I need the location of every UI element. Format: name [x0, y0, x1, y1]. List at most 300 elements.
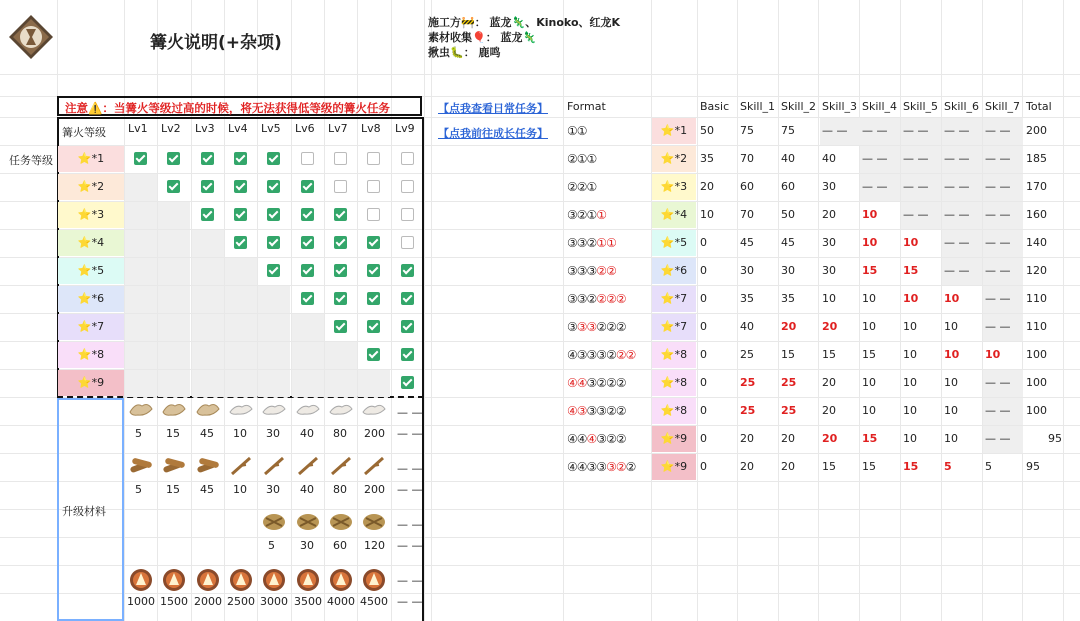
column-header-basic: Basic [700, 100, 730, 113]
star-icon: ⭐ [77, 348, 92, 361]
task-level-label: *8 [674, 404, 688, 417]
star-icon: ⭐ [77, 152, 92, 165]
checkbox-checked[interactable] [301, 208, 314, 221]
checkbox-checked[interactable] [401, 376, 414, 389]
skill-value: 10 [944, 376, 958, 389]
material-amount: 15 [166, 427, 180, 440]
material-amount: 1000 [127, 595, 155, 608]
skill-value: 40 [740, 320, 754, 333]
hay-icon [328, 512, 354, 536]
skill-value: 15 [903, 264, 919, 277]
column-header-skill_4: Skill_4 [862, 100, 898, 113]
task-level-cell [652, 370, 696, 396]
material-amount: 80 [333, 483, 347, 496]
skill-value: 40 [781, 152, 795, 165]
skill-value: 20 [822, 320, 838, 333]
checkbox-checked[interactable] [401, 264, 414, 277]
checkbox-unchecked[interactable] [334, 152, 347, 165]
level-header-7: Lv7 [328, 122, 348, 135]
empty-cell [192, 314, 224, 341]
skill-value: 20 [822, 208, 836, 221]
checkbox-unchecked[interactable] [301, 152, 314, 165]
skill-value: 10 [862, 320, 876, 333]
checkbox-checked[interactable] [367, 320, 380, 333]
skill-value: — — [862, 124, 888, 137]
material-dash: — — [397, 406, 423, 419]
material-amount: 4000 [327, 595, 355, 608]
task-level-label: *4 [674, 208, 688, 221]
task-level-4 [58, 230, 124, 256]
wood-icon [228, 456, 254, 480]
skill-value: 30 [740, 264, 754, 277]
checkbox-checked[interactable] [201, 152, 214, 165]
checkbox-checked[interactable] [267, 236, 280, 249]
star-icon: ⭐ [77, 264, 92, 277]
skill-value: 30 [822, 236, 836, 249]
skill-value: 45 [781, 236, 795, 249]
material-dash: — — [397, 483, 423, 496]
cloth-icon [228, 400, 254, 424]
ember-icon [361, 568, 387, 592]
checkbox-checked[interactable] [401, 348, 414, 361]
empty-cell [192, 230, 224, 257]
total-value: 185 [1026, 152, 1047, 165]
checkbox-unchecked[interactable] [401, 236, 414, 249]
checkbox-unchecked[interactable] [334, 180, 347, 193]
skill-value: 30 [822, 180, 836, 193]
empty-cell [125, 342, 157, 369]
task-level-1 [58, 146, 124, 172]
checkbox-checked[interactable] [234, 180, 247, 193]
checkbox-checked[interactable] [401, 292, 414, 305]
skill-value: 25 [740, 376, 756, 389]
star-icon: ⭐ [77, 208, 92, 221]
task-level-cell [652, 454, 696, 480]
checkbox-checked[interactable] [167, 180, 180, 193]
grid-line [1063, 0, 1064, 621]
skill-value: 20 [822, 404, 836, 417]
checkbox-checked[interactable] [134, 152, 147, 165]
skill-value: — — [985, 320, 1011, 333]
checkbox-checked[interactable] [367, 348, 380, 361]
task-level-2 [58, 174, 124, 200]
wood-icon [261, 456, 287, 480]
grid-line [424, 0, 425, 621]
total-value: 140 [1026, 236, 1047, 249]
star-icon: ⭐ [660, 124, 675, 137]
skill-value: 10 [903, 404, 917, 417]
row-header-label: 任务等级 [9, 154, 53, 167]
star-icon: ⭐ [660, 376, 675, 389]
empty-cell [192, 370, 224, 397]
notice-banner: 注意⚠️：当篝火等级过高的时候，将无法获得低等级的篝火任务 [57, 96, 422, 116]
level-header-5: Lv5 [261, 122, 281, 135]
empty-cell [225, 286, 257, 313]
material-dash: — — [397, 427, 423, 440]
skill-value: 0 [700, 376, 707, 389]
skill-value: 10 [862, 404, 876, 417]
skill-value: — — [985, 404, 1011, 417]
skill-value: 15 [781, 348, 795, 361]
column-header-skill_5: Skill_5 [903, 100, 939, 113]
checkbox-checked[interactable] [301, 180, 314, 193]
skill-value: — — [985, 152, 1011, 165]
material-amount: 80 [333, 427, 347, 440]
checkbox-checked[interactable] [267, 180, 280, 193]
grid-line [859, 0, 860, 621]
format-code: ③③②①① [567, 236, 616, 250]
checkbox-unchecked[interactable] [367, 180, 380, 193]
skill-value: 30 [781, 264, 795, 277]
column-header-skill_1: Skill_1 [740, 100, 776, 113]
star-icon: ⭐ [660, 208, 675, 221]
checkbox-checked[interactable] [167, 152, 180, 165]
skill-value: 10 [944, 432, 958, 445]
skill-value: — — [862, 152, 888, 165]
task-level-cell [652, 286, 696, 312]
task-level-label: *7 [674, 292, 688, 305]
skill-value: 10 [944, 348, 960, 361]
skill-value: 70 [740, 208, 754, 221]
skill-value: 15 [822, 460, 836, 473]
skill-value: 20 [700, 180, 714, 193]
skill-value: 10 [903, 432, 917, 445]
task-level-label: *3 [91, 208, 105, 221]
skill-value: 0 [700, 320, 707, 333]
skill-value: 50 [781, 208, 795, 221]
checkbox-checked[interactable] [334, 208, 347, 221]
empty-cell [125, 230, 157, 257]
hay-icon [261, 512, 287, 536]
checkbox-unchecked[interactable] [401, 208, 414, 221]
material-amount: 30 [266, 483, 280, 496]
empty-cell [158, 370, 190, 397]
skill-value: 25 [781, 404, 797, 417]
skill-value: 20 [781, 320, 797, 333]
task-level-label: *8 [674, 348, 688, 361]
skill-value: 25 [781, 376, 797, 389]
star-icon: ⭐ [77, 376, 92, 389]
empty-cell [225, 314, 257, 341]
skill-value: 35 [700, 152, 714, 165]
format-code: ③③③②② [567, 264, 616, 278]
ember-icon [295, 568, 321, 592]
empty-cell [158, 258, 190, 285]
task-level-label: *6 [674, 264, 688, 277]
empty-cell [158, 202, 190, 229]
star-icon: ⭐ [660, 404, 675, 417]
wood-icon [295, 456, 321, 480]
skill-value: 0 [700, 460, 707, 473]
skill-value: 10 [985, 348, 1001, 361]
format-code: ②②① [567, 180, 597, 194]
checkbox-checked[interactable] [401, 320, 414, 333]
checkbox-unchecked[interactable] [401, 152, 414, 165]
format-code: ④④④③②② [567, 432, 626, 446]
checkbox-checked[interactable] [267, 152, 280, 165]
empty-cell [158, 342, 190, 369]
format-code: ③②①① [567, 208, 607, 222]
skill-value: — — [985, 292, 1011, 305]
empty-cell [258, 342, 290, 369]
task-level-9 [58, 370, 124, 396]
skill-value: — — [903, 208, 929, 221]
skill-value: 0 [700, 432, 707, 445]
star-icon: ⭐ [660, 152, 675, 165]
wood-icon [195, 456, 221, 480]
material-amount: 200 [364, 427, 385, 440]
material-amount: 45 [200, 427, 214, 440]
page-title: 篝火说明(+杂项) [150, 33, 282, 53]
checkbox-checked[interactable] [201, 208, 214, 221]
skill-value: 50 [700, 124, 714, 137]
task-level-cell [652, 146, 696, 172]
materials-label: 升级材料 [62, 505, 106, 518]
checkbox-checked[interactable] [301, 292, 314, 305]
material-dash: — — [397, 539, 423, 552]
empty-cell [125, 370, 157, 397]
empty-cell [258, 286, 290, 313]
material-amount: 5 [135, 427, 142, 440]
star-icon: ⭐ [660, 320, 675, 333]
skill-value: 15 [903, 460, 919, 473]
skill-value: 30 [822, 264, 836, 277]
star-icon: ⭐ [660, 292, 675, 305]
format-code: ④③③③②②② [567, 348, 636, 362]
empty-cell [325, 342, 357, 369]
skill-value: — — [944, 236, 970, 249]
wood-icon [128, 456, 154, 480]
checkbox-checked[interactable] [334, 320, 347, 333]
empty-cell [292, 370, 324, 397]
skill-value: 10 [944, 404, 958, 417]
skill-value: — — [944, 180, 970, 193]
skill-value: — — [944, 124, 970, 137]
column-header-skill_3: Skill_3 [822, 100, 858, 113]
checkbox-checked[interactable] [234, 236, 247, 249]
grid-line [900, 0, 901, 621]
checkbox-checked[interactable] [267, 208, 280, 221]
daily-tasks-link[interactable]: 【点我查看日常任务】 [438, 102, 548, 115]
checkbox-checked[interactable] [267, 264, 280, 277]
skill-value: — — [985, 376, 1011, 389]
star-icon: ⭐ [660, 236, 675, 249]
skill-value: 5 [944, 460, 952, 473]
cloth-icon [195, 400, 221, 424]
material-dash: — — [397, 462, 423, 475]
total-value: 200 [1026, 124, 1047, 137]
skill-value: 15 [822, 348, 836, 361]
checkbox-checked[interactable] [301, 236, 314, 249]
task-level-label: *1 [674, 124, 688, 137]
total-value: 100 [1026, 404, 1047, 417]
ember-icon [328, 568, 354, 592]
checkbox-checked[interactable] [234, 208, 247, 221]
skill-value: — — [985, 264, 1011, 277]
cloth-icon [161, 400, 187, 424]
column-header-skill_7: Skill_7 [985, 100, 1021, 113]
task-level-label: *2 [674, 152, 688, 165]
skill-value: 40 [822, 152, 836, 165]
level-header-2: Lv2 [161, 122, 181, 135]
checkbox-checked[interactable] [301, 264, 314, 277]
empty-cell [358, 370, 390, 397]
task-level-label: *6 [91, 292, 105, 305]
skill-value: — — [944, 264, 970, 277]
task-level-label: *3 [674, 180, 688, 193]
checkbox-unchecked[interactable] [367, 208, 380, 221]
task-level-cell [652, 118, 696, 144]
total-value: 95 [1026, 460, 1040, 473]
skill-value: 10 [903, 320, 917, 333]
format-code: ③③②②②② [567, 292, 626, 306]
skill-value: 0 [700, 264, 707, 277]
ember-icon [228, 568, 254, 592]
wood-icon [361, 456, 387, 480]
task-level-cell [652, 398, 696, 424]
level-header-4: Lv4 [228, 122, 248, 135]
checkbox-checked[interactable] [367, 292, 380, 305]
hay-icon [295, 512, 321, 536]
grid-line [431, 0, 432, 621]
skill-value: 20 [822, 432, 838, 445]
skill-value: 10 [862, 376, 876, 389]
skill-value: 60 [740, 180, 754, 193]
level-header-6: Lv6 [295, 122, 315, 135]
skill-value: 20 [740, 432, 754, 445]
level-header-9: Lv9 [395, 122, 415, 135]
format-code: ③③③②②② [567, 320, 626, 334]
material-amount: 1500 [160, 595, 188, 608]
skill-value: 10 [822, 292, 836, 305]
skill-value: 20 [781, 432, 795, 445]
task-level-label: *8 [91, 348, 105, 361]
skill-value: 10 [862, 236, 878, 249]
checkbox-unchecked[interactable] [367, 152, 380, 165]
empty-cell [225, 370, 257, 397]
grid-line [563, 0, 564, 621]
credits [428, 15, 620, 60]
material-amount: 60 [333, 539, 347, 552]
checkbox-checked[interactable] [334, 264, 347, 277]
material-amount: 40 [300, 483, 314, 496]
material-amount: 5 [268, 539, 275, 552]
task-level-label: *7 [674, 320, 688, 333]
empty-cell [125, 286, 157, 313]
total-value: 95 [1048, 432, 1062, 445]
checkbox-checked[interactable] [367, 264, 380, 277]
skill-value: 75 [781, 124, 795, 137]
skill-value: — — [903, 152, 929, 165]
grid-line [0, 74, 1080, 75]
empty-cell [225, 258, 257, 285]
skill-value: 10 [903, 348, 917, 361]
task-level-label: *2 [91, 180, 105, 193]
column-header-skill_6: Skill_6 [944, 100, 980, 113]
material-amount: 2500 [227, 595, 255, 608]
material-amount: 10 [233, 427, 247, 440]
skill-value: 15 [862, 460, 876, 473]
skill-value: 20 [740, 460, 754, 473]
task-level-label: *9 [91, 376, 105, 389]
format-code: ④③③③②② [567, 404, 626, 418]
material-amount: 120 [364, 539, 385, 552]
empty-cell [125, 314, 157, 341]
material-amount: 15 [166, 483, 180, 496]
task-level-label: *5 [91, 264, 105, 277]
total-value: 100 [1026, 376, 1047, 389]
skill-value: 10 [903, 236, 919, 249]
empty-cell [192, 342, 224, 369]
empty-cell [125, 202, 157, 229]
level-header-8: Lv8 [361, 122, 381, 135]
task-level-cell [652, 258, 696, 284]
task-level-label: *5 [674, 236, 688, 249]
task-level-5 [58, 258, 124, 284]
task-level-label: *9 [674, 432, 688, 445]
task-level-6 [58, 286, 124, 312]
credit-materials: 素材收集🎈： 蓝龙🦎 [428, 31, 537, 44]
format-code: ④④③②②② [567, 376, 626, 390]
level-header-1: Lv1 [128, 122, 148, 135]
format-code: ②①① [567, 152, 597, 166]
task-level-cell [652, 174, 696, 200]
empty-cell [158, 314, 190, 341]
empty-cell [192, 286, 224, 313]
wood-icon [328, 456, 354, 480]
star-icon: ⭐ [660, 432, 675, 445]
skill-value: 0 [700, 348, 707, 361]
credit-builder: 施工方🚧： 蓝龙🦎、Kinoko、红龙K [428, 16, 621, 29]
task-level-label: *8 [674, 376, 688, 389]
checkbox-checked[interactable] [234, 152, 247, 165]
ember-icon [195, 568, 221, 592]
task-level-cell [652, 230, 696, 256]
cloth-icon [328, 400, 354, 424]
material-amount: 2000 [194, 595, 222, 608]
skill-value: — — [862, 180, 888, 193]
format-code: ①① [567, 124, 587, 138]
total-value: 120 [1026, 264, 1047, 277]
wood-icon [161, 456, 187, 480]
empty-cell [292, 342, 324, 369]
skill-value: 70 [740, 152, 754, 165]
skill-value: 10 [862, 208, 878, 221]
material-amount: 5 [135, 483, 142, 496]
checkbox-checked[interactable] [201, 180, 214, 193]
checkbox-unchecked[interactable] [401, 180, 414, 193]
skill-value: 15 [862, 432, 878, 445]
grid-line [941, 0, 942, 621]
material-amount: 45 [200, 483, 214, 496]
skill-value: — — [985, 208, 1011, 221]
empty-cell [292, 314, 324, 341]
checkbox-checked[interactable] [334, 292, 347, 305]
growth-tasks-link[interactable]: 【点我前往成长任务】 [438, 127, 548, 140]
star-icon: ⭐ [660, 264, 675, 277]
skill-value: — — [822, 124, 848, 137]
empty-cell [158, 286, 190, 313]
checkbox-checked[interactable] [334, 236, 347, 249]
column-header-skill_2: Skill_2 [781, 100, 817, 113]
cloth-icon [261, 400, 287, 424]
task-level-cell [652, 314, 696, 340]
material-amount: 10 [233, 483, 247, 496]
material-amount: 3500 [294, 595, 322, 608]
total-value: 160 [1026, 208, 1047, 221]
checkbox-checked[interactable] [367, 236, 380, 249]
task-level-cell [652, 202, 696, 228]
